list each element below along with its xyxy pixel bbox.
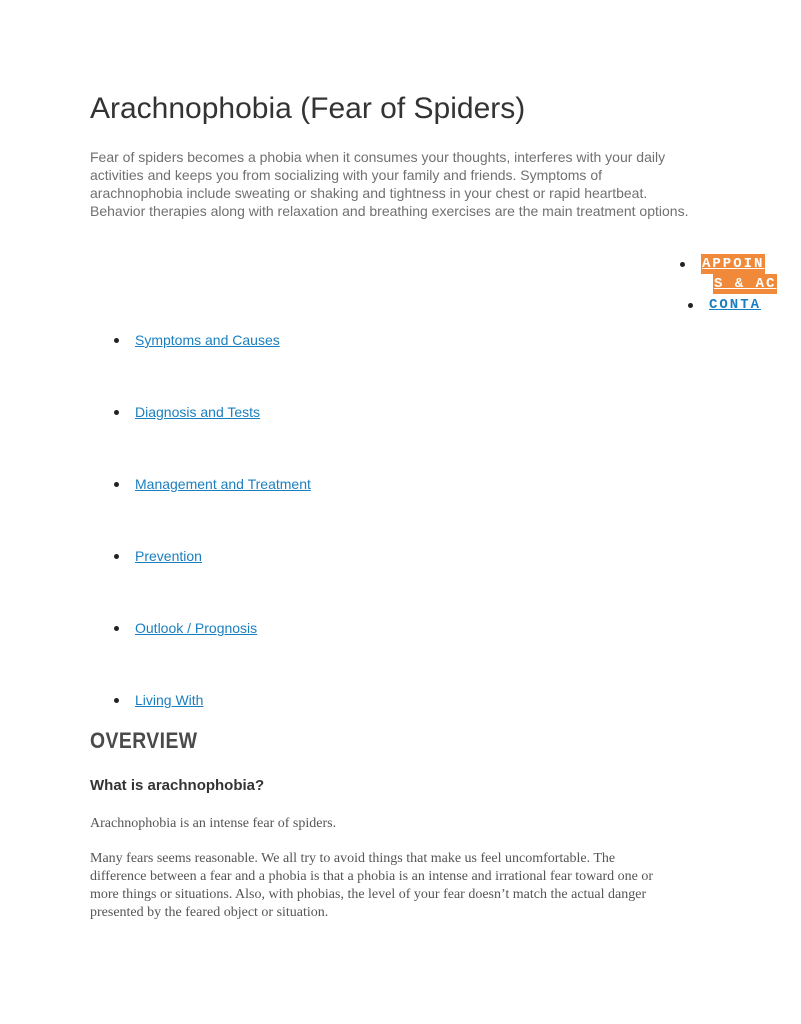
toc-item bbox=[90, 546, 311, 618]
toc-link-outlook-prognosis[interactable]: Outlook / Prognosis bbox=[135, 620, 258, 636]
overview-heading: OVERVIEW bbox=[90, 728, 198, 753]
appointments-link[interactable] bbox=[701, 254, 801, 294]
toc-item bbox=[90, 474, 311, 546]
page-title: Arachnophobia (Fear of Spiders) bbox=[90, 92, 526, 125]
bullet-icon bbox=[688, 303, 693, 308]
bullet-icon bbox=[114, 482, 119, 487]
toc-item bbox=[90, 618, 311, 690]
bullet-icon bbox=[114, 554, 119, 559]
toc-item bbox=[90, 402, 311, 474]
toc-link-diagnosis-and-tests[interactable]: Diagnosis and Tests bbox=[135, 404, 261, 420]
toc-item bbox=[90, 330, 311, 402]
contact-link[interactable]: CONTA bbox=[709, 297, 762, 313]
toc-link-living-with[interactable]: Living With bbox=[135, 692, 204, 708]
toc-link-management-and-treatment[interactable]: Management and Treatment bbox=[135, 476, 311, 492]
bullet-icon bbox=[114, 338, 119, 343]
table-of-contents bbox=[90, 330, 311, 762]
appointments-link-line2: S & AC bbox=[714, 276, 777, 292]
toc-link-symptoms-and-causes[interactable]: Symptoms and Causes bbox=[135, 332, 280, 348]
bullet-icon bbox=[114, 410, 119, 415]
bullet-icon bbox=[680, 262, 685, 267]
side-nav bbox=[680, 254, 777, 324]
intro-paragraph: Fear of spiders becomes a phobia when it consumes your thoughts, interferes with your daily activities and keeps you from socializing with your family and friends. Symptoms of arachnophobia include sweating or shaking and tightness in your chest or rapid heartbeat. Behavior therapies along with relaxation and breathing exercises are the main treatment options. bbox=[90, 149, 689, 219]
overview-paragraph-1: Arachnophobia is an intense fear of spiders. bbox=[90, 816, 337, 831]
toc-link-prevention[interactable]: Prevention bbox=[135, 548, 202, 564]
overview-paragraph-2: Many fears seems reasonable. We all try to avoid things that make us feel uncomfortable. The difference between a fear and a phobia is that a phobia is an intense and irrational fear toward one or more things or situations. Also, with phobias, the level of your fear doesn’t match the actual danger presented by the feared object or situation. bbox=[90, 851, 654, 920]
bullet-icon bbox=[114, 698, 119, 703]
bullet-icon bbox=[114, 626, 119, 631]
appointments-link-line1: APPOIN bbox=[702, 256, 765, 272]
overview-subheading: What is arachnophobia? bbox=[90, 777, 265, 794]
